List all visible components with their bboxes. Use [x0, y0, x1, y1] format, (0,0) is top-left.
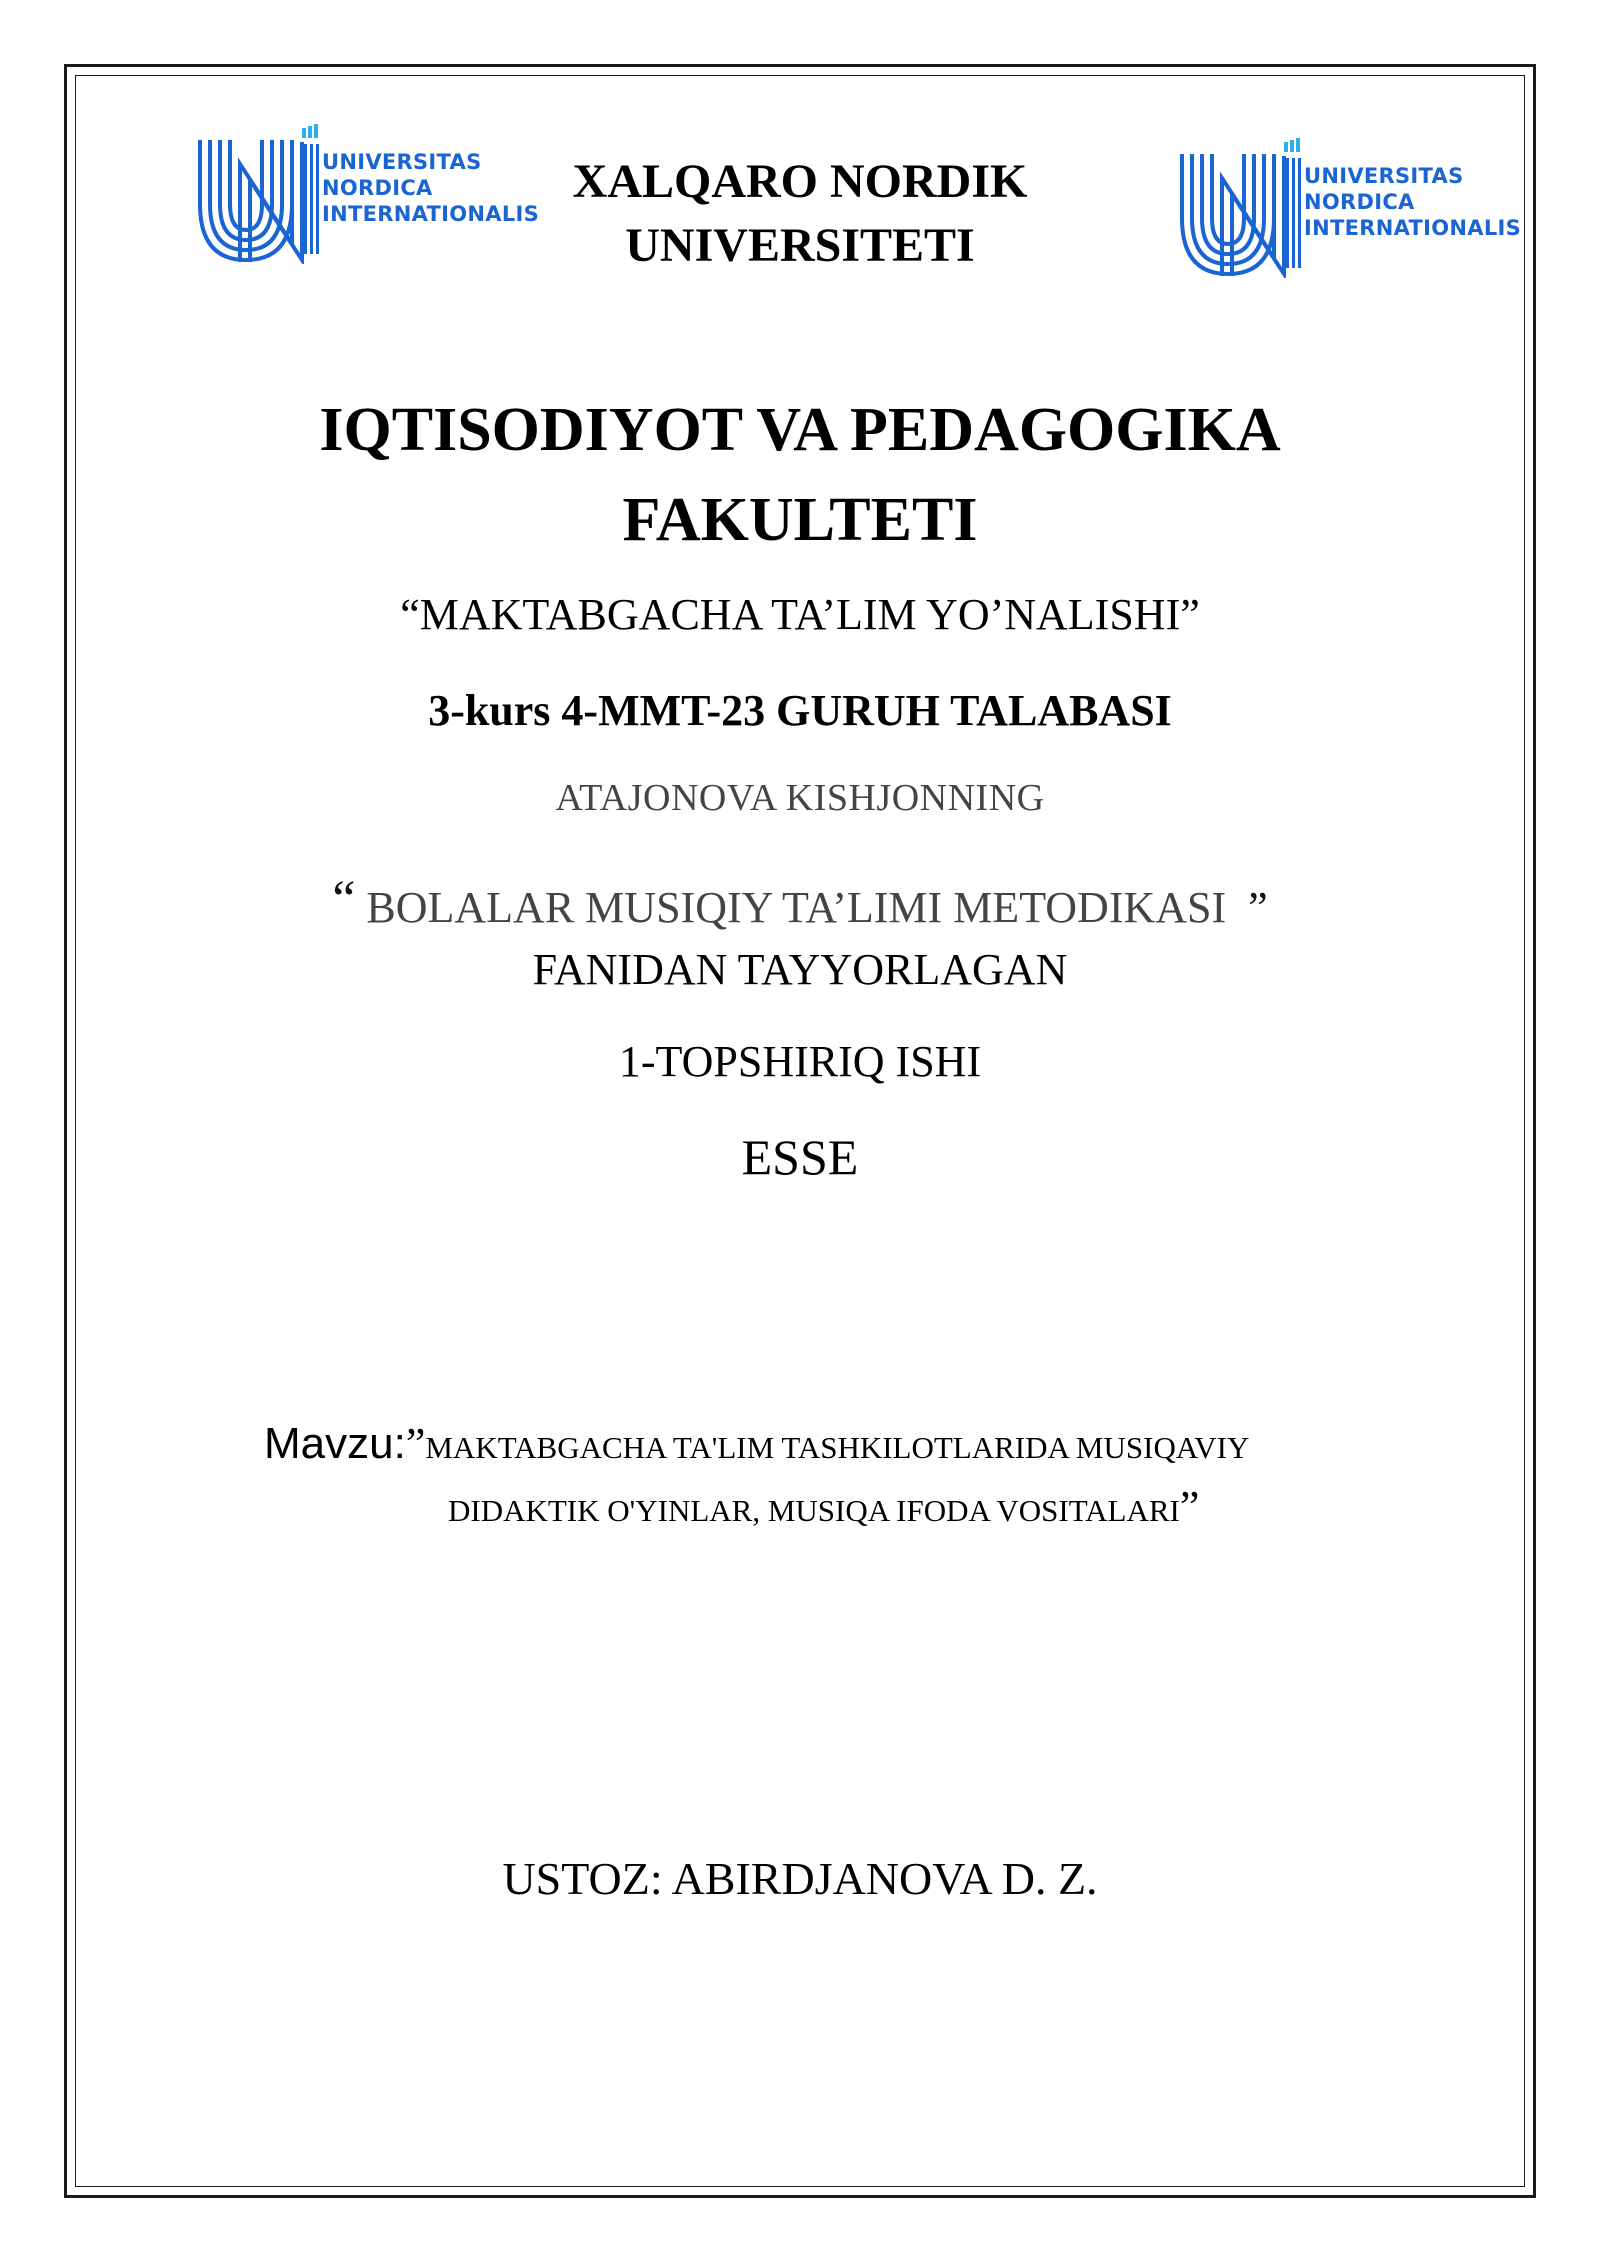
essay-label: ESSE	[741, 1129, 859, 1185]
university-name: XALQARO NORDIK UNIVERSITETI	[572, 155, 1028, 272]
faculty-name: IQTISODIYOT VA PEDAGOGIKA FAKULTETI	[319, 396, 1281, 554]
teacher-name: USTOZ: ABIRDJANOVA D. Z.	[502, 1853, 1098, 1904]
subject-title	[0, 870, 1600, 938]
topic-label: Mavzu:	[264, 1419, 406, 1468]
topic-close-quote: ”	[1179, 1482, 1200, 1531]
topic-block	[264, 1414, 1484, 1540]
topic-line-2	[448, 1478, 1484, 1540]
topic-text-line-2: DIDAKTIK O'YINLAR, MUSIQA IFODA VOSITALARI	[448, 1493, 1180, 1528]
topic-open-quote: ”	[405, 1419, 426, 1468]
student-name: ATAJONOVA KISHJONNING	[555, 777, 1045, 819]
study-direction: “MAKTABGACHA TA’LIM YO’NALISHI”	[400, 590, 1200, 639]
topic-line-1	[264, 1414, 1484, 1478]
topic-text-line-1: MAKTABGACHA TA'LIM TASHKILOTLARIDA MUSIQAVIY	[425, 1430, 1250, 1465]
subject-close-quote: ”	[1248, 883, 1268, 932]
subject-text: BOLALAR MUSIQIY TA’LIMI METODIKASI	[355, 883, 1249, 932]
student-group: 3-kurs 4-MMT-23 GURUH TALABASI	[428, 686, 1172, 735]
logo-wordmark-left: UNIVERSITAS NORDICA INTERNATIONALIS	[322, 150, 540, 226]
logo-wordmark-right: UNIVERSITAS NORDICA INTERNATIONALIS	[1304, 164, 1522, 240]
prepared-label: FANIDAN TAYYORLAGAN	[532, 945, 1068, 994]
task-title: 1-TOPSHIRIQ ISHI	[618, 1037, 982, 1086]
subject-open-quote: “	[332, 871, 356, 928]
